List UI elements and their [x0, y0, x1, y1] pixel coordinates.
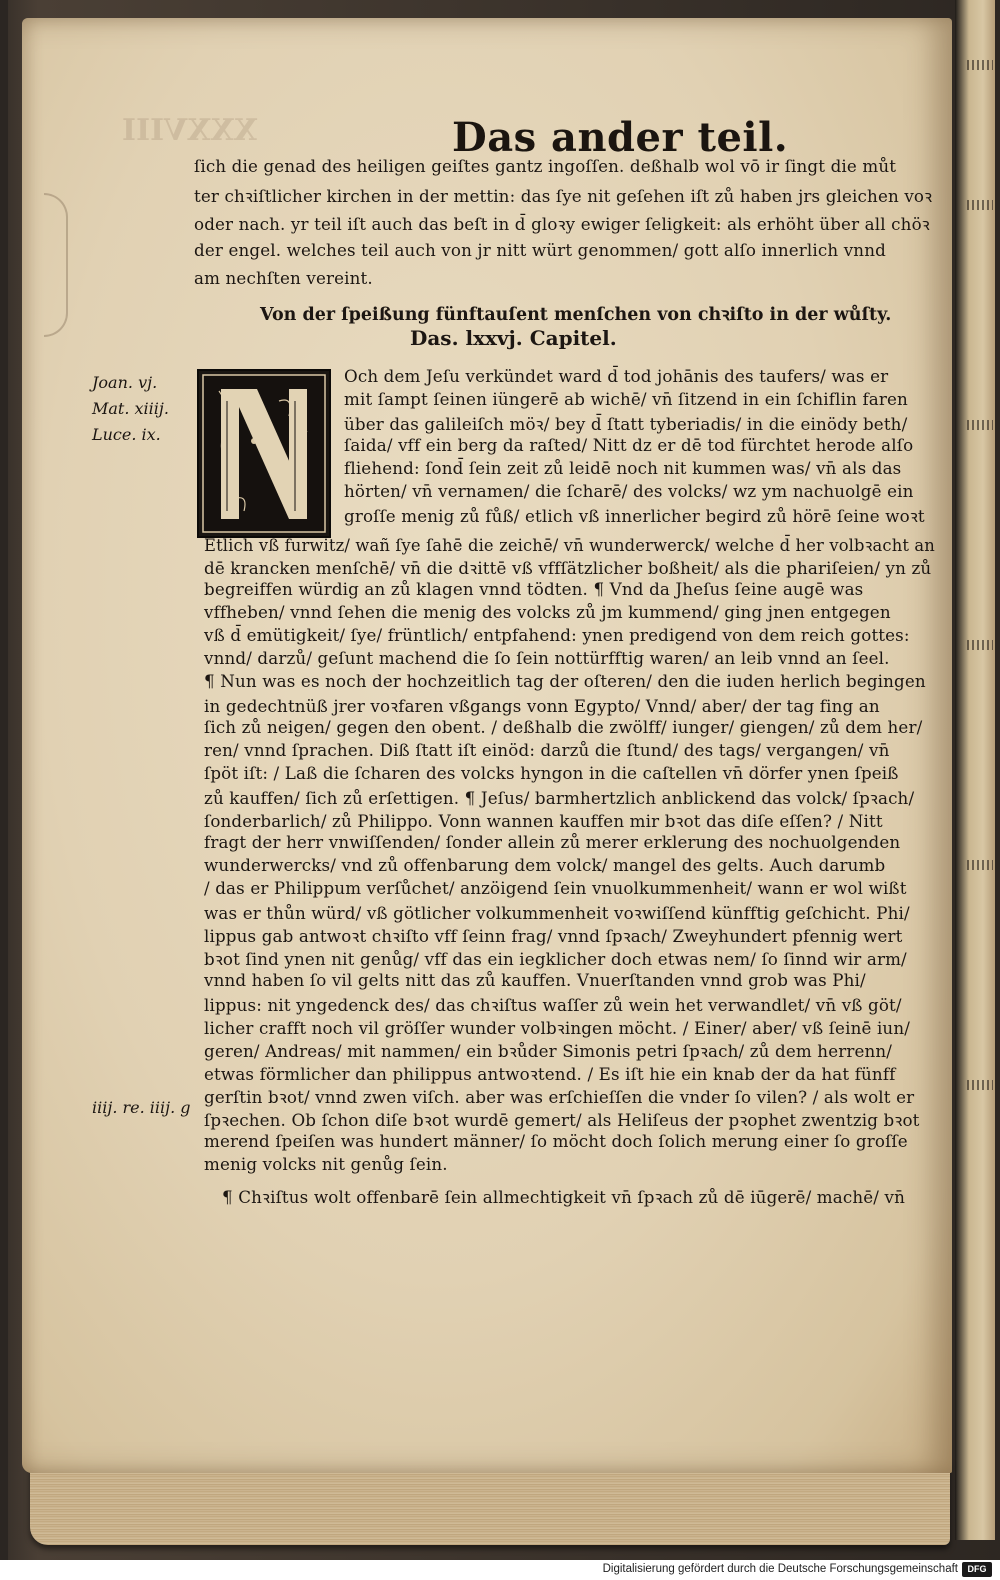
margin-note: iiij. re. iiij. g	[92, 1098, 191, 1117]
text-line: Etlich vß furwitz/ wañ ſye ſahē die zeichē/ vn̄ wunderwerck/ welche d̄ her volbꝛacht an	[204, 535, 935, 555]
text-line: ſpöt iſt: / Laß die ſcharen des volcks hyngon in die caſtellen vn̄ dörfer ynen ſpeiß	[204, 763, 899, 783]
page-clip-mark	[44, 193, 68, 337]
text-line: mit ſampt ſeinen iüngerē ab wichē/ vn̄ ſitzend in ein ſchiflin faren	[344, 389, 908, 409]
text-line: vß d̄ emütigkeit/ ſye/ früntlich/ entpfahend: ynen predigend von dem reich gottes:	[204, 625, 910, 645]
text-line: gerſtin bꝛot/ vnnd zwen viſch. aber was erſchieſſen die vnder ſo vilen? / als wolt er	[204, 1087, 915, 1107]
margin-note: Luce. ix.	[92, 425, 161, 444]
text-line: lippus: nit yngedenck des/ das chꝛiſtus waſſer zů wein het verwandlet/ vn̄ vß göt/	[204, 995, 902, 1015]
text-line: ſich die genad des heiligen geiſtes gantz ingoſſen. deßhalb wol vō ir ſingt die můt	[194, 156, 897, 176]
text-line: vffheben/ vnnd ſehen die menig des volcks zů jm kummend/ ging jnen entgegen	[204, 602, 891, 622]
text-line: vnnd haben ſo vil gelts nitt das zů kauffen. Vnuerſtanden vnnd grob was Phi/	[204, 970, 866, 990]
text-line: zů kauffen/ ſich zů erſettigen. ¶ Jeſus/ barmhertzlich anblickend das volck/ ſpꝛach/	[204, 788, 915, 808]
text-line: ¶ Chꝛiſtus wolt offenbarē ſein allmechtigkeit vn̄ ſpꝛach zů dē iūgerē/ machē/ vn̄	[222, 1187, 906, 1207]
text-line: geren/ Andreas/ mit nammen/ ein bꝛůder Simonis petri ſpꝛach/ zů dem herrenn/	[204, 1041, 893, 1061]
text-line: merend ſpeiſen was hundert männer/ ſo möcht doch ſolich merung einer ſo groſſe	[204, 1131, 908, 1151]
text-line: ¶ Nun was es noch der hochzeitlich tag der oſteren/ den die iuden herlich begingen	[204, 671, 926, 691]
text-line: wunderwercks/ vnd zů offenbarung dem volck/ mangel des gelts. Auch darumb	[204, 855, 886, 875]
margin-note: Mat. xiiij.	[92, 399, 169, 418]
bleed-through: XXXVIII	[122, 113, 258, 148]
text-line: vnnd/ darzů/ geſunt machend die ſo ſein nottürfftig waren/ an leib vnnd an ſeel.	[204, 648, 890, 668]
text-line: fragt der herr vnwiſſenden/ ſonder allein zů merer erklerung des nochuolgenden	[204, 832, 901, 852]
text-line: in gedechtnüß jrer voꝛfaren vßgangs vonn Egypto/ Vnnd/ aber/ der tag fing an	[204, 696, 880, 716]
text-line: ſaida/ vff ein berg da raſted/ Nitt dz er dē tod fürchtet herode alſo	[344, 435, 914, 455]
text-line: lippus gab antwoꝛt chꝛiſto vff ſeinn frag/ vnnd ſpꝛach/ Zweyhundert pfennig wert	[204, 926, 903, 946]
text-line: begreiffen würdig an zů klagen vnnd tödten. ¶ Vnd da Jheſus ſeine augē was	[204, 579, 864, 599]
initial-letter-graphic	[199, 371, 329, 536]
text-line: menig volcks nit genůg ſein.	[204, 1154, 448, 1174]
text-line: fliehend: ſond̄ ſein zeit zů leidē noch nit kummen was/ vn̄ als das	[344, 458, 902, 478]
text-line: der engel. welches teil auch von jr nitt würt genommen/ gott alſo innerlich vnnd	[194, 240, 886, 260]
text-line: groſſe menig zů fůß/ etlich vß innerlicher begird zů hörē ſeine woꝛt	[344, 506, 925, 526]
text-line: ter chꝛiſtlicher kirchen in der mettin: das ſye nit geſehen iſt zů haben jrs gleichen voꝛ	[194, 186, 933, 206]
decorated-initial-n	[197, 369, 331, 538]
text-line: oder nach. yr teil iſt auch das beſt in d̄ gloꝛy ewiger ſeligkeit: als erhöht über all chöꝛ	[194, 214, 930, 234]
text-line: ſpꝛechen. Ob ſchon diſe bꝛot wurdē gemert/ als Heliſeus der pꝛophet zwentzig bꝛot	[204, 1110, 920, 1130]
chapter-number: Das. lxxvj. Capitel.	[410, 326, 617, 350]
digitization-footer	[0, 1560, 1000, 1580]
text-line: über das galileiſch möꝛ/ bey d̄ ſtatt tyberiadis/ in die einödy beth/	[344, 414, 908, 434]
facing-page-edge	[955, 0, 995, 1540]
text-line: hörten/ vn̄ vernamen/ die ſcharē/ des volcks/ wz ym nachuolgē ein	[344, 481, 914, 501]
margin-note: Joan. vj.	[92, 373, 158, 392]
text-line: ſich zů neigen/ gegen den obent. / deßhalb die zwölff/ iunger/ giengen/ zů dem her/	[204, 717, 923, 737]
dfg-logo: DFG	[962, 1562, 992, 1577]
text-line: dē krancken menſchē/ vn̄ die dꝛittē vß vffſätzlicher boßheit/ als die phariſeien/ yn zů	[204, 558, 932, 578]
chapter-title: Von der ſpeißung fünftauſent menſchen von chꝛiſto in der wůſty.	[260, 305, 892, 325]
text-line: was er thůn würd/ vß götlicher volkummenheit voꝛwiſſend künfftig geſchicht. Phi/	[204, 903, 910, 923]
running-header: Das ander teil.	[452, 114, 789, 161]
text-line: bꝛot ſind ynen nit genůg/ vff das ein iegklicher doch etwas nem/ ſo ſinnd wir arm/	[204, 949, 907, 969]
text-line: / das er Philippum verſůchet/ anzöigend ſein vnuolkummenheit/ wann er wol wißt	[204, 878, 907, 898]
text-line: am nechſten vereint.	[194, 268, 373, 288]
text-line: Och dem Jeſu verkündet ward d̄ tod johānis des taufers/ was er	[344, 366, 889, 386]
text-line: ren/ vnnd ſprachen. Diß ſtatt iſt einöd: darzů die ſtund/ des tags/ vergangen/ vn̄	[204, 740, 890, 760]
text-line: ſonderbarlich/ zů Philippo. Vonn wannen kauffen mir bꝛot das diſe eſſen? / Nitt	[204, 811, 883, 831]
footer-credit: Digitalisierung gefördert durch die Deutsche Forschungsgemeinschaft	[602, 1563, 958, 1575]
text-line: licher crafft noch vil gröſſer wunder volbꝛingen möcht. / Einer/ aber/ vß ſeinē iun/	[204, 1018, 911, 1038]
text-line: etwas förmlicher dan philippus antwoꝛtend. / Es iſt hie ein knab der da hat fünff	[204, 1064, 896, 1084]
